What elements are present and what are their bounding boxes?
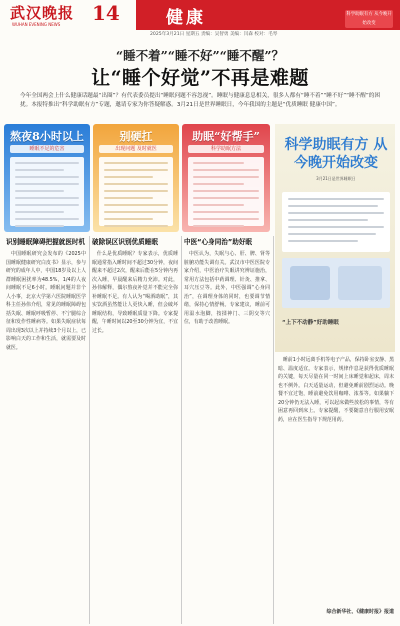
feature-textbox [282,192,390,252]
column-4-text: 睡前1小时远离手机等电子产品，保持卧室安静、黑暗、温度适宜。专家表示，规律作息是获得优质睡眠的关键，每天尽量在同一时间上床睡觉和起床，周末也不例外。白天适量运动，但避免睡前剧烈运动。晚餐不宜过饱，睡前避免饮用咖啡、浓茶等。如果躺下20分钟仍无法入睡，可以起床做些放松的事情，等有困意再回到床上。专家提醒，不要随意自行服用安眠药，应在医生指导下规范用药。 [278,357,394,423]
newspaper-brand-en: WUHAN EVENING NEWS [12,22,61,27]
newspaper-brand: 武汉晚报 [10,4,75,22]
column-3-heading: 中医“心身同治”助好眠 [184,238,253,246]
feature-note: 3月21日是世界睡眠日 [316,176,356,181]
infographic-panel-3 [182,124,270,232]
column-3-text: 中医认为，失眠与心、肝、脾、肾等脏腑功能失调有关。武汉市中医医院专家介绍，中医治疗失眠讲究辨证施治，常用方法包括中药调理、针灸、推拿、耳穴压豆等。此外，中医强调“心身同治”，在调理身体的同时，也要调节情绪，保持心情舒畅。专家建议，睡前可用温水泡脚，按揉神门、三阴交等穴位，有助于改善睡眠。 [184,251,270,325]
column-rule [273,236,274,624]
dateline: 2025年3月21日 星期五 责编：吴智勇 美编：闫森 校对：毛琴 [150,32,278,37]
column-2-text: 什么是优质睡眠？专家表示，优质睡眠通常指入睡时间不超过30分钟，夜间醒来不超过2次，醒来后能在5分钟内再次入睡，早晨醒来后精力充沛。对此，孙伟解释，偶尔熬夜补觉并不能完全弥补睡眠不足。有人认为“喝酒助眠”，其实饮酒虽然能让人更快入睡，但会破坏睡眠结构，导致睡眠质量下降。专家提醒，午睡时间以20至30分钟为宜，不宜过长。 [92,251,178,334]
source-credit: 综合新华社、《健康时报》报道 [326,609,394,615]
panel-body [10,157,84,226]
side-tag: 科学助眠有方 从今晚开始改变 [346,12,392,26]
main-headline: 让“睡个好觉”不再是难题 [91,67,309,89]
panel-body [188,157,264,226]
page-number: 14 [92,1,120,25]
infographic-panel-1 [4,124,90,232]
infographic-panel-2 [93,124,179,232]
column-2-heading: 破除误区识别优质睡眠 [92,238,158,246]
feature-illustration [282,258,390,308]
kicker-headline: “睡不着”“睡不好”“睡不醒”？ [115,48,285,63]
lead-paragraph: 今年全国两会上什么健康话题最“出圈”？有代表委员提出“睡眠问题不容忽视”。睡眠与健康息息相关，很多人都有“睡不着”“睡不好”“睡不醒”的困扰。本报特推出“科学助眠有方”专题，邀请专家为你答疑解惑。3月21日是世界睡眠日，今年我国的主题是“优质睡眠 健康中国”。 [20,93,380,108]
panel-title: 熬夜8小时以上 [10,130,84,143]
panel-subtitle: 出现问题 及时就医 [99,145,173,153]
column-1-text: 中国睡眠研究会发布的《2025中国睡眠健康研究白皮书》显示，参与研究的成年人中，中国18岁及以上人群睡眠困扰率为48.5%，1/4的人夜间睡眠不足6小时。睡眠问题并非个人小事，北京大学第六医院睡眠医学科主任孙伟介绍，常见的睡眠障碍包括失眠、睡眠呼吸暂停、不宁腿综合征和发作性睡病等。如果失眠症状每周出现3次以上并持续3个月以上，已影响白天的工作和生活，就需要及时就医。 [6,251,86,351]
feature-caption: “上下不动静”好助睡眠 [282,320,339,326]
panel-subtitle: 睡眠不足的危害 [10,145,84,153]
column-rule [181,236,182,624]
section-title: 健康 [166,8,206,28]
panel-title: 别硬扛 [119,130,153,143]
column-rule [89,236,90,624]
panel-title: 助眠“好帮手” [192,130,260,143]
panel-body [99,157,173,226]
column-1-heading: 识别睡眠障碍把握就医时机 [6,238,86,246]
feature-title: 科学助眠有方 从今晚开始改变 [284,137,388,171]
panel-subtitle: 科学助眠方法 [188,145,264,153]
